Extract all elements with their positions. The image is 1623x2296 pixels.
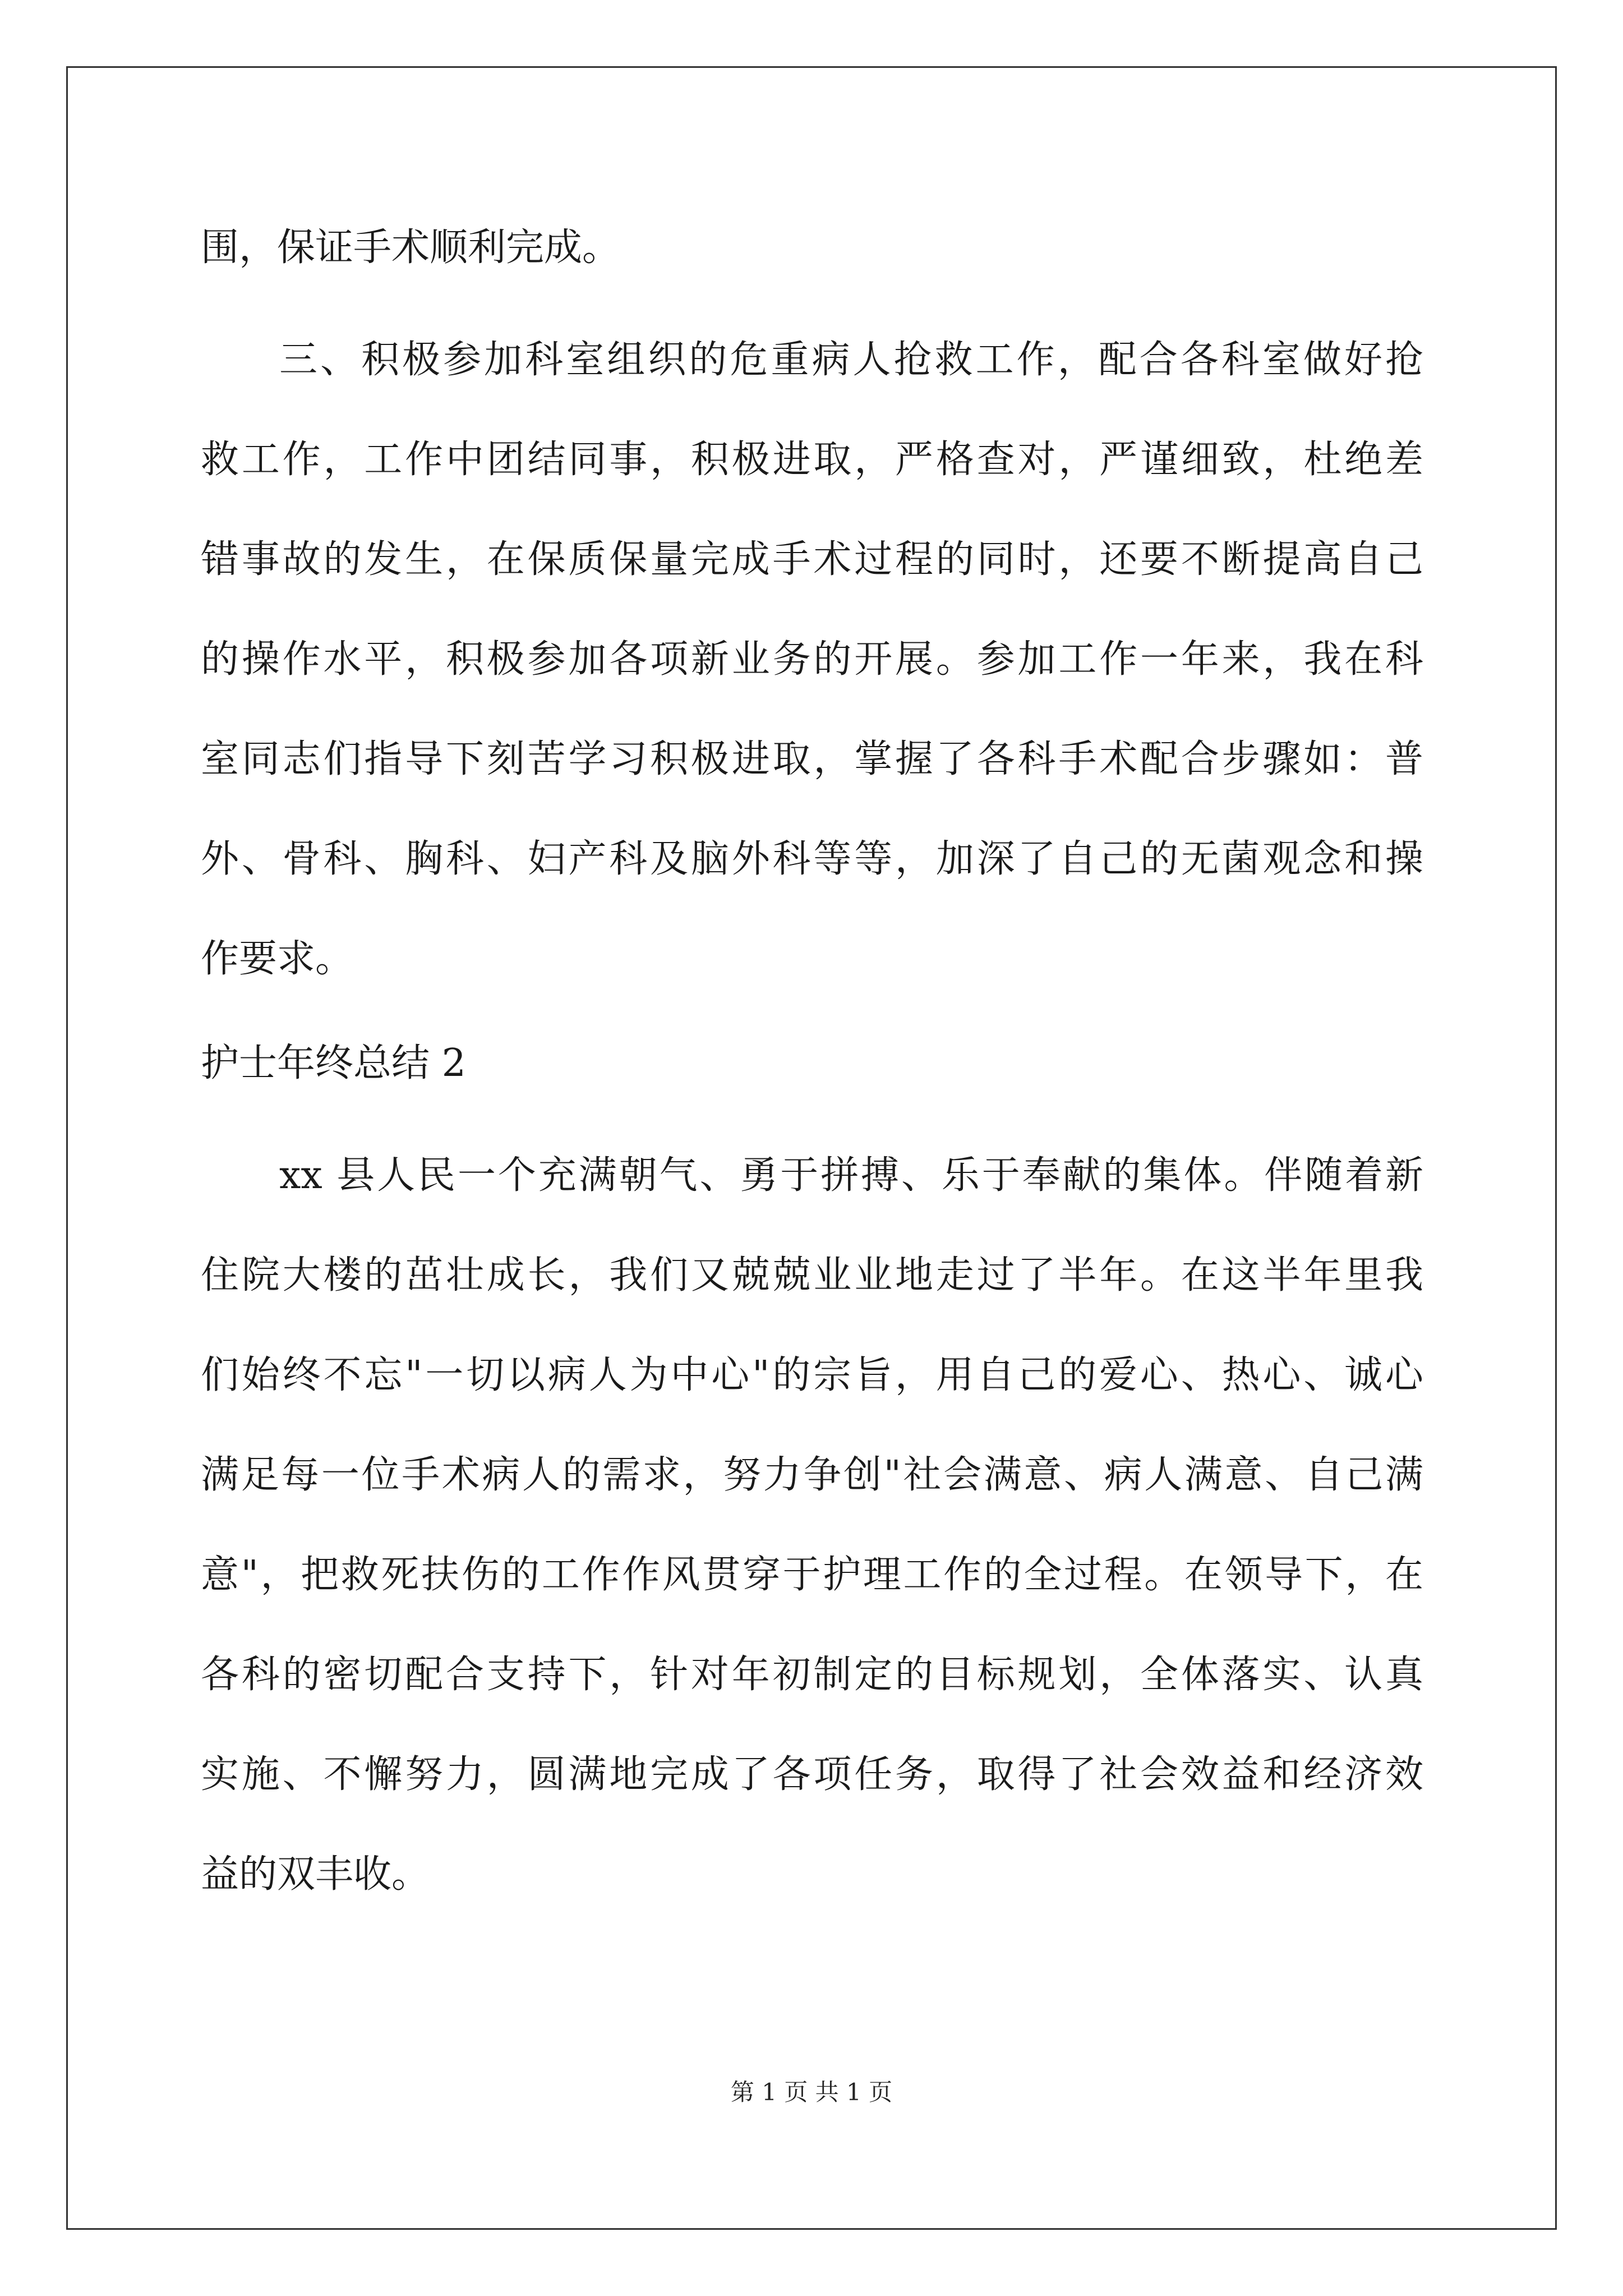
text-line-13: 意"，把救死扶伤的工作作风贯穿于护理工作的全过程。在领导下，在 — [201, 1553, 1423, 1597]
text-line-2: 三、积极参加科室组织的危重病人抢救工作，配合各科室做好抢 — [279, 338, 1423, 382]
text-line-9: xx 县人民一个充满朝气、勇于拼搏、乐于奉献的集体。伴随着新 — [279, 1153, 1423, 1198]
text-line-7: 外、骨科、胸科、妇产科及脑外科等等，加深了自己的无菌观念和操 — [201, 837, 1423, 881]
text-line-15: 实施、不懈努力，圆满地完成了各项任务，取得了社会效益和经济效 — [201, 1752, 1423, 1797]
text-line-16: 益的双丰收。 — [201, 1852, 430, 1897]
text-line-10: 住院大楼的茁壮成长，我们又兢兢业业地走过了半年。在这半年里我 — [201, 1253, 1423, 1297]
text-line-3: 救工作，工作中团结同事，积极进取，严格查对，严谨细致，杜绝差 — [201, 438, 1423, 482]
page-footer: 第 1 页 共 1 页 — [730, 2078, 893, 2106]
text-line-11: 们始终不忘"一切以病人为中心"的宗旨，用自己的爱心、热心、诚心 — [201, 1353, 1423, 1397]
text-line-4: 错事故的发生，在保质保量完成手术过程的同时，还要不断提高自己 — [201, 537, 1423, 582]
text-line-1: 围，保证手术顺利完成。 — [201, 226, 621, 270]
text-line-8: 作要求。 — [201, 937, 354, 981]
text-line-12: 满足每一位手术病人的需求，努力争创"社会满意、病人满意、自己满 — [201, 1453, 1423, 1497]
text-line-5: 的操作水平，积极参加各项新业务的开展。参加工作一年来，我在科 — [201, 637, 1423, 682]
text-line-14: 各科的密切配合支持下，针对年初制定的目标规划，全体落实、认真 — [201, 1653, 1423, 1697]
section-heading: 护士年终总结 2 — [201, 1041, 466, 1085]
text-line-6: 室同志们指导下刻苦学习积极进取，掌握了各科手术配合步骤如：普 — [201, 737, 1423, 781]
